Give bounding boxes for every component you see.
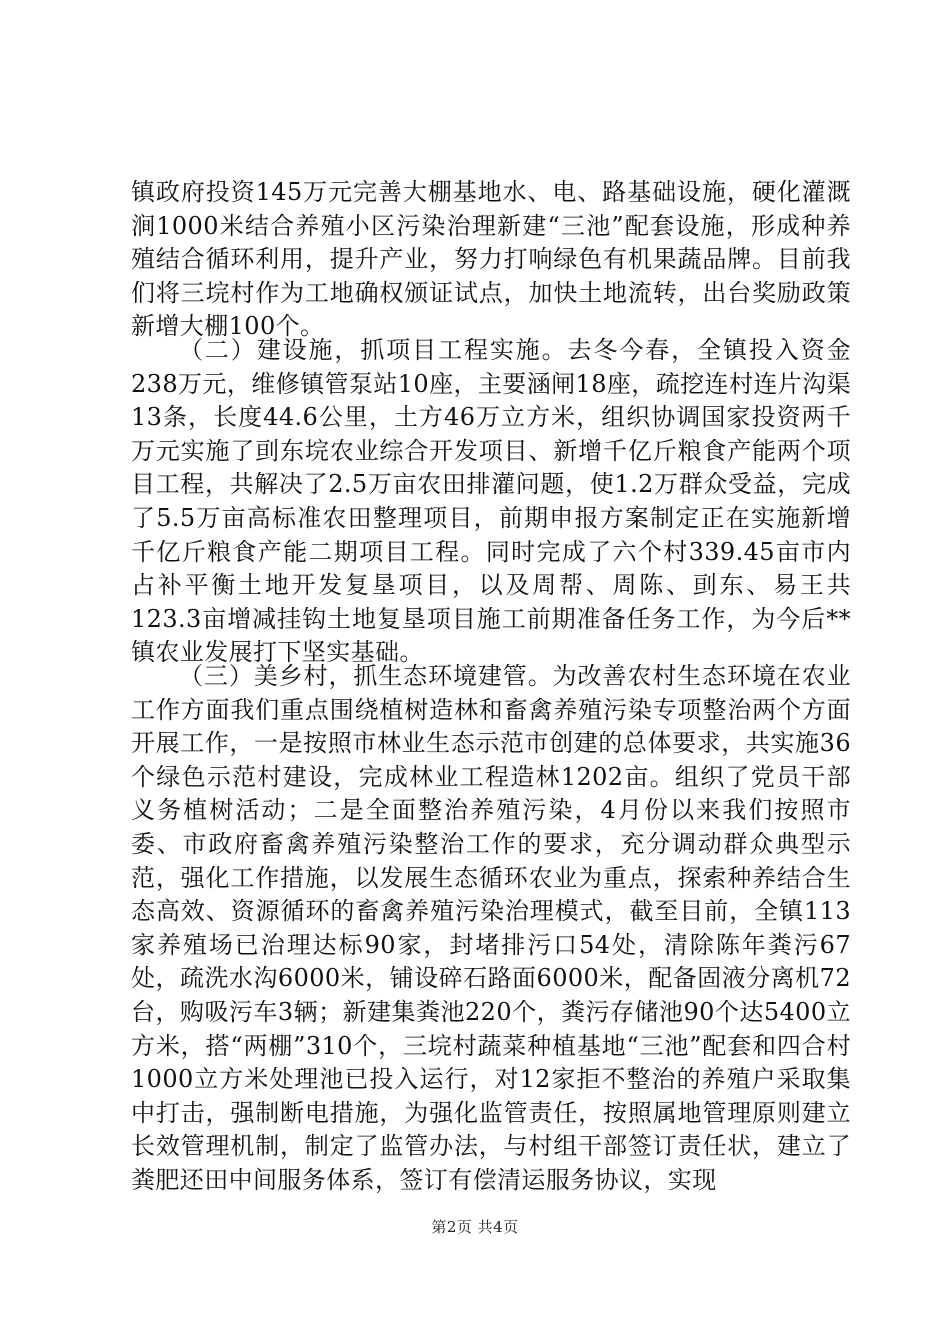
page-footer: 第2页 共4页 bbox=[431, 1218, 519, 1236]
paragraph-continuation: 镇政府投资145万元完善大棚基地水、电、路基础设施，硬化灌溉涧1000米结合养殖小区污染治理新建“三池”配套设施，形成种养殖结合循环利用，提升产业，努力打响绿色有机果蔬品牌。目前我们将三垸村作为工地确权颁证试点，加快土地流转，出台奖励政策新增大棚100个。 bbox=[131, 178, 851, 341]
paragraph-section-three: （三）美乡村，抓生态环境建管。为改善农村生态环境在农业工作方面我们重点围绕植树造林和畜禽养殖污染专项整治两个方面开展工作，一是按照市林业生态示范市创建的总体要求，共实施36个绿色示范村建设，完成林业工程造林1202亩。组织了党员干部义务植树活动；二是全面整治养殖污染，4月份以来我们按照市委、市政府畜禽养殖污染整治工作的要求，充分调动群众典型示范，强化工作措施，以发展生态循环农业为重点，探索种养结合生态高效、资源循环的畜禽养殖污染治理模式，截至目前，全镇113家养殖场已治理达标90家，封堵排污口54处，清除陈年粪污67处，疏洗水沟6000米，铺设碎石路面6000米，配备固液分离机72台，购吸污车3辆；新建集粪池220个，粪污存储池90个达5400立方米，搭“两棚”310个，三垸村蔬菜种植基地“三池”配套和四合村1000立方米处理池已投入运行，对12家拒不整治的养殖户采取集中打击，强制断电措施，为强化监管责任，按照属地管理原则建立长效管理机制，制定了监管办法，与村组干部签订责任状，建立了粪肥还田中间服务体系，签订有偿清运服务协议，实现 bbox=[131, 662, 851, 1194]
paragraph-section-two: （二）建设施，抓项目工程实施。去冬今春，全镇投入资金238万元，维修镇管泵站10座，主要涵闸18座，疏挖连村连片沟渠13条，长度44.6公里，土方46万立方米，组织协调国家投资两千万元实施了刯东垸农业综合开发项目、新增千亿斤粮食产能两个项目工程，共解决了2.5万亩农田排灌问题，使1.2万群众受益，完成了5.5万亩高标准农田整理项目，前期申报方案制定正在实施新增千亿斤粮食产能二期项目工程。同时完成了六个村339.45亩市内占补平衡土地开发复垦项目，以及周帮、周陈、刯东、易王共123.3亩增减挂钩土地复垦项目施工前期准备任务工作，为今后**镇农业发展打下坚实基础。 bbox=[131, 336, 851, 667]
